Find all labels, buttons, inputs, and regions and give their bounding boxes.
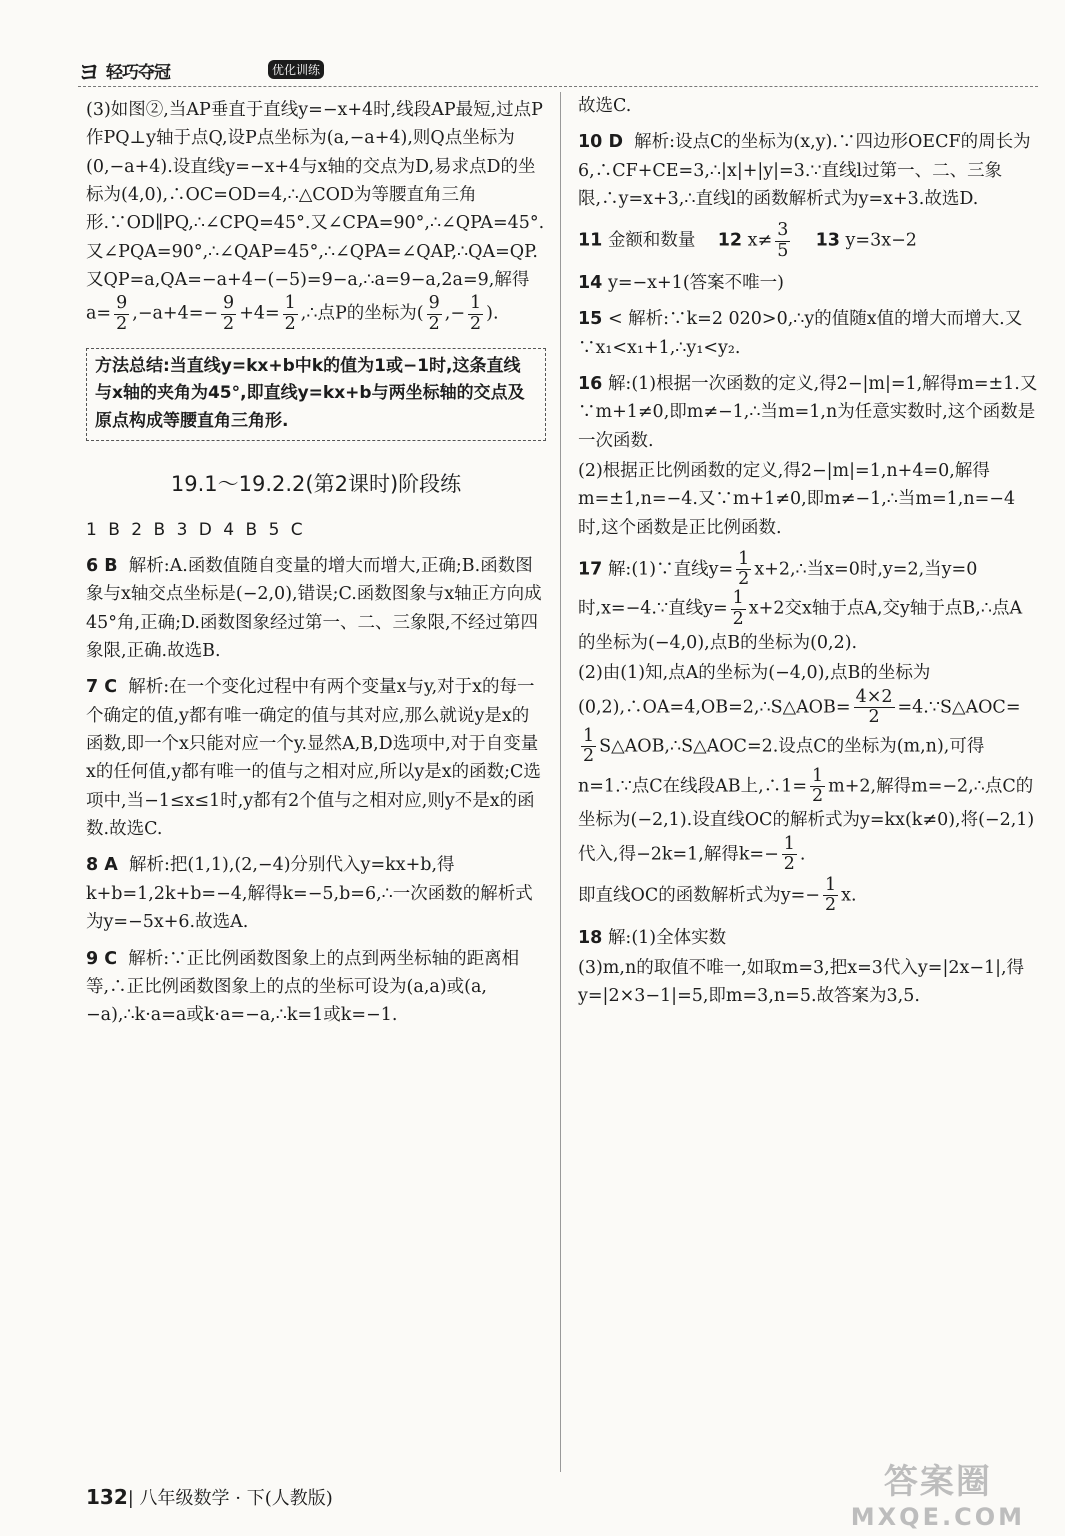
watermark-title: 答案圈 [883,1462,992,1502]
question-number: 13 [815,230,840,251]
question-18 [578,924,1038,952]
logo-icon: ヨ [78,61,101,86]
question-text: 解析:A.函数值随自变量的增大而增大,正确;B.函数图象与x轴交点坐标是(−2,0),错误;C.函数图象与x轴正方向成45°角,正确;D.函数图象经过第一、二、三象限,不经过第四象限,正确.故选B. [86,556,542,662]
frac-num: 9 [223,293,235,314]
question-number: 14 [578,272,603,293]
frac-num: 1 [583,726,595,747]
question-number: 16 [578,373,603,394]
header-rule [78,86,1038,87]
question-text: 即直线OC的函数解析式为y=− [578,885,820,906]
question-text: S△AOB,∴S△AOC=2.设点C的坐标为(m,n),可得n=1.∵点C在线段AB上,∴1= [578,736,985,796]
page-number: 132 [86,1485,128,1509]
question-17-part2 [578,659,1038,874]
question-text: x+2,∴当x=0时,y=2,当y=0时,x=−4.∵直线y= [578,559,978,619]
brand-tag: 优化训练 [268,60,324,79]
question-9-end: 故选C. [578,96,632,116]
watermark [851,1454,1025,1531]
question-9 [86,945,546,1030]
fraction [823,876,838,916]
frac-den: 2 [824,895,837,916]
q-part3-text: ,− [444,303,465,324]
question-text: x. [841,885,857,906]
question-text: 解析:把(1,1),(2,−4)分别代入y=kx+b,得k+b=1,2k+b=−4,解得k=−5,b=6,∴一次函数的解析式为y=−5x+6.故选A. [86,855,533,933]
frac-num: 1 [284,293,296,314]
frac-num: 1 [783,833,795,854]
question-8 [86,851,546,936]
frac-den: 2 [738,569,750,590]
question-number: 7 C [86,677,118,698]
fraction [427,294,442,334]
question-number: 9 C [86,948,118,969]
question-text: 解:(1)全体实数 [607,927,727,948]
q-part3-text: ,−a+4=− [132,303,219,324]
question-18-part3: (3)m,n的取值不唯一,如取m=3,把x=3代入y=|2x−1|,得y=|2×3−1|=5,即m=3,n=5.故答案为3,5. [578,957,1025,1007]
frac-num: 9 [428,293,440,314]
question-17 [578,550,1038,657]
question-number: 6 B [86,556,118,577]
frac-num: 1 [824,875,837,895]
question-text: 解析:在一个变化过程中有两个变量x与y,对于x的每一个确定的值,y都有唯一确定的值与其对应,那么就说y是x的函数,即一个x只能对应一个y.显然A,B,D选项中,对于自变量x的任何值,y都有唯一的值与之相对应,所以y是x的函数;C选项中,当−1≤x≤1时,y都有2个值与之相对应,则y不是x的函数.故选C. [86,677,541,840]
q-part3-text: ,∴点P的坐标为( [300,303,424,324]
fraction [736,550,751,590]
frac-num: 1 [738,548,750,569]
fraction [810,767,825,807]
frac-num: 1 [469,293,482,314]
fraction [283,294,298,334]
q-part3 [86,96,546,334]
fraction [775,221,790,261]
question-17-part3 [578,876,1038,916]
page-header [78,56,1038,84]
question-number: 10 D [578,132,623,153]
question-number: 15 [578,309,603,330]
method-summary-box: 方法总结:当直线y=kx+b中k的值为1或−1时,这条直线与x轴的夹角为45°,即直线y=kx+b与两坐标轴的交点及原点构成等腰直角三角形. [86,348,546,441]
question-number: 8 A [86,855,118,876]
question-15 [578,305,1038,362]
frac-den: 2 [812,785,824,806]
answer-text: x≠ [747,230,773,251]
question-text: =4.∵S△AOC= [897,696,1021,717]
frac-num: 9 [116,293,128,314]
question-text: 解:(1)∵直线y= [607,559,734,580]
fraction [468,294,483,334]
answer-text: y=−x+1(答案不唯一) [607,272,784,293]
question-text: < 解析:∵k=2 020>0,∴y的值随x值的增大而增大.又∵x₁<x₁+1,∴y₁<y₂. [578,309,1023,358]
fraction [782,835,797,875]
right-column [578,92,1038,1013]
column-divider [560,92,561,1472]
question-text: 解析:∵正比例函数图象上的点到两坐标轴的距离相等,∴正比例函数图象上的点的坐标可设为(a,a)或(a,−a),∴k·a=a或k·a=−a,∴k=1或k=−1. [86,948,520,1026]
question-text: (2)由(1)知,点A的坐标为(−4,0),点B的坐标为(0,2),∴OA=4,OB=2,∴S△AOB= [578,663,931,717]
frac-num: 3 [777,220,789,241]
fraction [221,294,236,334]
question-number: 11 [578,230,603,251]
frac-den: 2 [284,313,296,334]
frac-den: 2 [116,313,128,334]
frac-num: 1 [812,765,824,786]
q-part3-text: +4= [239,303,280,324]
question-16 [578,370,1038,455]
page-footer [86,1484,333,1510]
brand-title: 轻巧夺冠 [106,63,170,83]
frac-den: 2 [732,608,744,629]
fraction [731,589,746,629]
question-14 [578,269,1038,297]
q-part3-text: ). [486,303,499,324]
fraction [581,727,596,767]
frac-den: 2 [783,853,795,874]
question-number: 12 [717,230,743,251]
question-10 [578,128,1038,213]
question-7 [86,673,546,843]
section-title: 19.1～19.2.2(第2课时)阶段练 [170,471,462,496]
frac-den: 2 [428,313,440,334]
frac-num: 1 [732,588,744,609]
questions-11-13 [578,221,1038,261]
question-text: 解析:设点C的坐标为(x,y).∵四边形OECF的周长为6,∴CF+CE=3,∴|x|+|y|=3.∵直线l过第一、二、三象限,∴y=x+3,∴直线l的函数解析式为y=x+3.故选D. [578,132,1031,210]
question-text: . [799,843,806,864]
question-number: 17 [578,559,603,580]
frac-den: 5 [777,240,789,261]
frac-den: 2 [868,706,880,727]
fraction [114,294,129,334]
frac-den: 2 [223,313,235,334]
fraction [854,688,895,728]
answer-text: y=3x−2 [845,230,917,251]
answer-text: 金额和数量 [607,230,696,251]
question-6 [86,552,546,665]
question-text: m+2,解得m=−2,∴点C的坐标为(−2,1).设直线OC的解析式为y=kx(k≠0),将(−2,1)代入,得−2k=1,解得k=− [578,775,1035,864]
left-column [86,96,546,1032]
book-label: | 八年级数学 · 下(人教版) [127,1488,333,1509]
frac-den: 2 [469,313,482,334]
question-16-part2: (2)根据正比例函数的定义,得2−|m|=1,n+4=0,解得m=±1,n=−4.又∵m+1≠0,即m≠−1,∴当m=1,n=−4时,这个函数是正比例函数. [578,460,1016,538]
q-part3-text: (3)如图②,当AP垂直于直线y=−x+4时,线段AP最短,过点P作PQ⊥y轴于点Q,设P点坐标为(a,−a+4),则Q点坐标为(0,−a+4).设直线y=−x+4与x轴的交点为D,易求点D的坐标为(4,0),∴OC=OD=4,∴△COD为等腰直角三角形.∵OD∥PQ,∴∠CPQ=45°.又∠CPA=90°,∴∠QPA=45°.又∠PQA=90°,∴∠QAP=45°,∴∠QPA=∠QAP,∴QA=QP.又QP=a,QA=−a+4−(−5)=9−a,∴a=9−a,2a=9,解得a= [86,100,545,324]
watermark-url: MXQE.COM [850,1503,1025,1531]
frac-num: 4×2 [855,686,893,707]
question-text: 解:(1)根据一次函数的定义,得2−|m|=1,解得m=±1.又∵m+1≠0,即m≠−1,∴当m=1,n为任意实数时,这个函数是一次函数. [578,373,1038,451]
question-text: x+2交x轴于点A,交y轴于点B,∴点A的坐标为(−4,0),点B的坐标为(0,2). [578,598,1023,653]
question-number: 18 [578,927,603,948]
frac-den: 2 [583,746,595,767]
short-answers: 1 B 2 B 3 D 4 B 5 C [86,519,303,540]
